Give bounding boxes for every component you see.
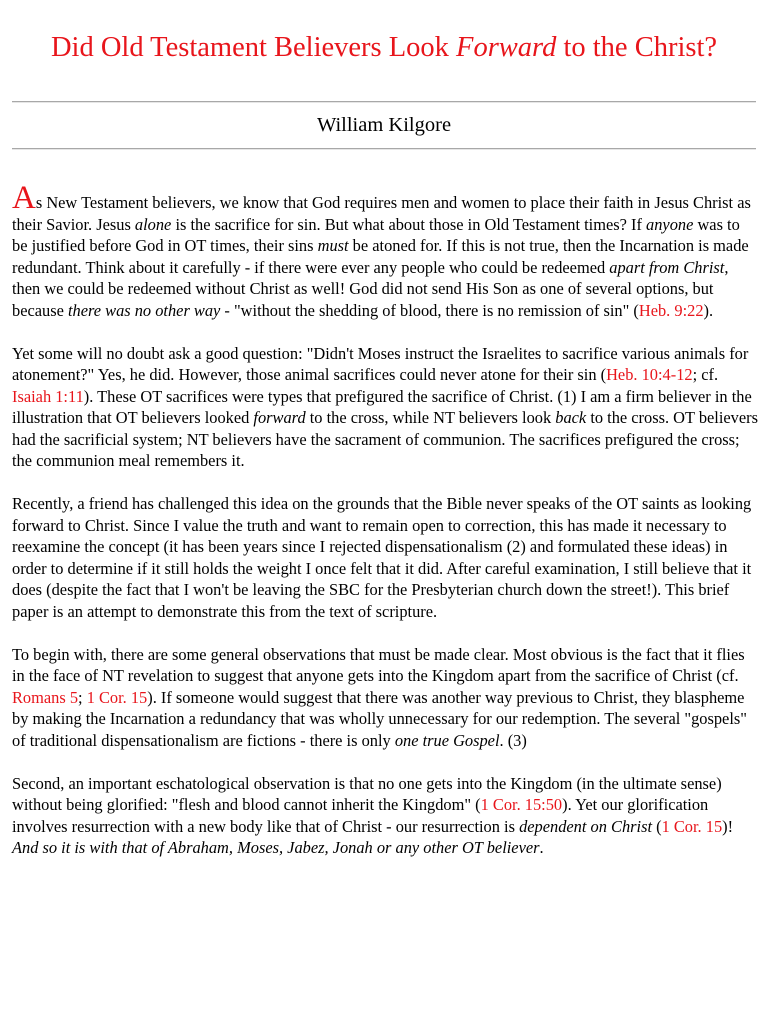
ref-link-isaiah-1-11[interactable]: Isaiah 1:11	[12, 386, 84, 406]
text-run: was to be justified before God in OT times, their sins	[12, 214, 740, 255]
paragraph-4	[12, 644, 758, 752]
title-emphasis: Forward	[456, 32, 557, 63]
paragraph-2	[12, 343, 758, 472]
text-run: - "without the shedding of blood, there is no remission of sin" (	[220, 300, 639, 320]
text-run: . (3)	[499, 730, 527, 750]
text-run: (	[652, 816, 662, 836]
italic-run: there was no other way	[67, 300, 221, 320]
text-run: .	[539, 838, 544, 857]
ref-link-heb-10-4-12[interactable]: Heb. 10:4-12	[606, 365, 693, 384]
text-run: ). If someone would suggest that there was another way previous to Christ, they blaspheme by making the Incarnation a redundancy that was wholly unnecessary for our redemption. The several "gospels" of traditional dispensationalism are fictions - there is only	[12, 687, 747, 750]
title-text-before: Did Old Testament Believers Look	[50, 32, 457, 63]
text-run: To begin with, there are some general observations that must be made clear. Most obvious is the fact that it flies in the face of NT revelation to suggest that anyone gets into the Kingdom apart from the sacrifice of Christ (cf.	[12, 644, 745, 685]
text-run: Second, an important eschatological observation is that no one gets into the Kingdom (in the ultimate sense) without being glorified: "flesh and blood cannot inherit the Kingdom" (	[12, 773, 722, 814]
article-body	[12, 180, 758, 880]
text-run: to the cross, while NT believers look	[305, 408, 556, 427]
text-run: ;	[78, 687, 87, 707]
text-run: ).	[703, 300, 714, 320]
ref-link-romans-5[interactable]: Romans 5	[12, 687, 79, 707]
italic-run: And so it is with that of Abraham, Moses, Jabez, Jonah or any other OT believer	[12, 838, 540, 857]
paragraph-1	[12, 180, 758, 321]
paragraph-5	[12, 773, 758, 859]
text-run: is the sacrifice for sin. But what about those in Old Testament times? If	[171, 214, 647, 234]
text-run: )!	[722, 816, 734, 836]
author-name: William Kilgore	[316, 114, 452, 136]
ref-link-1-cor-15-50[interactable]: 1 Cor. 15:50	[480, 795, 563, 814]
text-run: be atoned for. If this is not true, then the Incarnation is made redundant. Think about it carefully - if there were ever any people who could be redeemed	[12, 236, 749, 277]
text-run: Recently, a friend has challenged this idea on the grounds that the Bible never speaks of the OT saints as looking forward to Christ. Since I value the truth and want to remain open to correction, this has made it necessary to reexamine the concept (it has been years since I rejected dispensationalism (2) and formulated these ideas) in order to determine if it still holds the weight I once felt that it did. After careful examination, I still believe that it does (despite the fact that I won't be leaving the SBC for the Presbyterian church down the street!). This brief paper is an attempt to demonstrate this from the text of scripture.	[12, 494, 752, 621]
text-run: s New Testament believers, we know that God requires men and women to place their faith in Jesus Christ as their Savior. Jesus	[12, 193, 751, 234]
italic-run: one true Gospel	[394, 730, 500, 750]
italic-run: back	[555, 408, 587, 427]
italic-run: apart from Christ	[609, 257, 725, 277]
italic-run: must	[317, 236, 349, 255]
paragraph-3	[12, 493, 758, 622]
ref-link-heb-9-22[interactable]: Heb. 9:22	[638, 300, 704, 320]
italic-run: dependent on Christ	[519, 816, 653, 836]
italic-run: anyone	[646, 214, 694, 234]
title-text-after: to the Christ?	[556, 32, 718, 63]
text-run: Yet some will no doubt ask a good question: "Didn't Moses instruct the Israelites to sacrifice various animals for atonement?" Yes, he did. However, those animal sacrifices could never atone for their sin (	[12, 343, 749, 384]
author-divider	[12, 148, 756, 150]
italic-run: forward	[253, 408, 306, 427]
ref-link-1-cor-15[interactable]: 1 Cor. 15	[86, 687, 148, 707]
text-run: to the cross. OT believers had the sacrificial system; NT believers have the sacrament of communion. The sacrifices prefigured the cross; the communion meal remembers it.	[12, 408, 758, 470]
page-title	[0, 30, 768, 66]
ref-link-1-cor-15-b[interactable]: 1 Cor. 15	[661, 816, 723, 836]
text-run: , then we could be redeemed without Christ as well! God did not send His Son as one of several options, but because	[12, 257, 729, 320]
drop-cap: A	[12, 180, 36, 216]
text-run: ; cf.	[692, 365, 719, 384]
text-run: ). These OT sacrifices were types that prefigured the sacrifice of Christ. (1) I am a firm believer in the illustration that OT believers looked	[12, 386, 752, 427]
italic-run: alone	[134, 214, 172, 234]
text-run: ). Yet our glorification involves resurrection with a new body like that of Christ - our resurrection is	[12, 795, 709, 836]
top-divider	[12, 101, 756, 103]
